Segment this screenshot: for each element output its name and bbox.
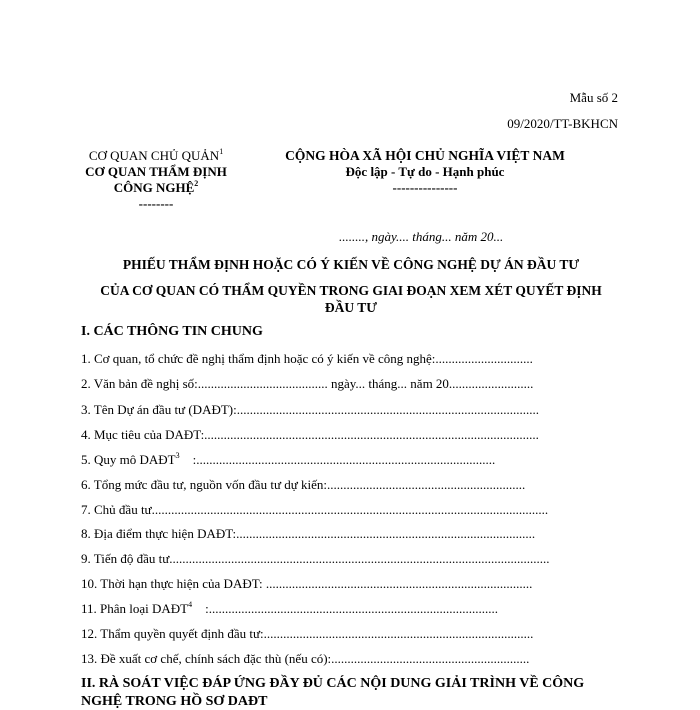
circular-number: 09/2020/TT-BKHCN [507, 116, 618, 131]
document-title-line3: ĐẦU TƯ [324, 300, 378, 315]
agency-divider: -------- [138, 196, 174, 211]
agency-line3: CÔNG NGHỆ$^2$ [113, 179, 199, 195]
national-divider: --------------- [392, 180, 458, 195]
info-item-11: 11. Phân loại DAĐT$^4$ :......................................................................................... [81, 600, 498, 616]
info-item-13: 13. Đề xuất cơ chế, chính sách đặc thù (nếu có):............................................................. [81, 651, 530, 666]
info-item-9: 9. Tiến độ đầu tư..................................................................................................................... [81, 551, 550, 566]
info-item-1: 1. Cơ quan, tổ chức đề nghị thẩm định hoặc có ý kiến về công nghệ:.............................. [81, 351, 533, 366]
info-item-3: 3. Tên Dự án đầu tư (DAĐT):............................................................................................. [81, 402, 539, 417]
national-block [270, 148, 580, 196]
info-item-12: 12. Thẩm quyền quyết định đầu tư:................................................................................... [81, 626, 534, 641]
agency-line1: CƠ QUAN CHỦ QUẢN$^1$ [88, 147, 224, 163]
info-item-10: 10. Thời hạn thực hiện của DAĐT: .................................................................................. [81, 576, 533, 591]
agency-line2: CƠ QUAN THẨM ĐỊNH [85, 164, 227, 179]
section1-heading: I. CÁC THÔNG TIN CHUNG [81, 324, 263, 339]
document-title-line2: CỦA CƠ QUAN CÓ THẨM QUYỀN TRONG GIAI ĐOẠN XEM XÉT QUYẾT ĐỊNH [100, 283, 602, 298]
section2-heading-line2: NGHỆ TRONG HỒ SƠ DAĐT [81, 694, 268, 709]
info-item-2: 2. Văn bản đề nghị số:........................................ ngày... tháng... năm 20.......................... [81, 376, 534, 391]
form-number: Mẫu số 2 [569, 90, 618, 105]
info-item-6: 6. Tổng mức đầu tư, nguồn vốn đầu tư dự kiến:............................................................. [81, 477, 526, 492]
agency-block [80, 148, 232, 212]
info-item-7: 7. Chủ đầu tư.......................................................................................................................... [81, 502, 549, 517]
info-item-5: 5. Quy mô DAĐT$^3$ :............................................................................................ [81, 451, 496, 467]
info-item-4: 4. Mục tiêu của DAĐT:....................................................................................................... [81, 427, 539, 442]
info-item-8: 8. Địa điểm thực hiện DAĐT:............................................................................................ [81, 526, 536, 541]
date-line: ........, ngày.... tháng... năm 20... [339, 229, 504, 244]
national-title: CỘNG HÒA XÃ HỘI CHỦ NGHĨA VIỆT NAM [285, 148, 565, 163]
section2-heading-line1: II. RÀ SOÁT VIỆC ĐÁP ỨNG ĐẦY ĐỦ CÁC NỘI DUNG GIẢI TRÌNH VỀ CÔNG [81, 676, 585, 691]
national-motto: Độc lập - Tự do - Hạnh phúc [345, 164, 505, 179]
document-title-line1: PHIẾU THẨM ĐỊNH HOẶC CÓ Ý KIẾN VỀ CÔNG NGHỆ DỰ ÁN ĐẦU TƯ [122, 257, 580, 272]
